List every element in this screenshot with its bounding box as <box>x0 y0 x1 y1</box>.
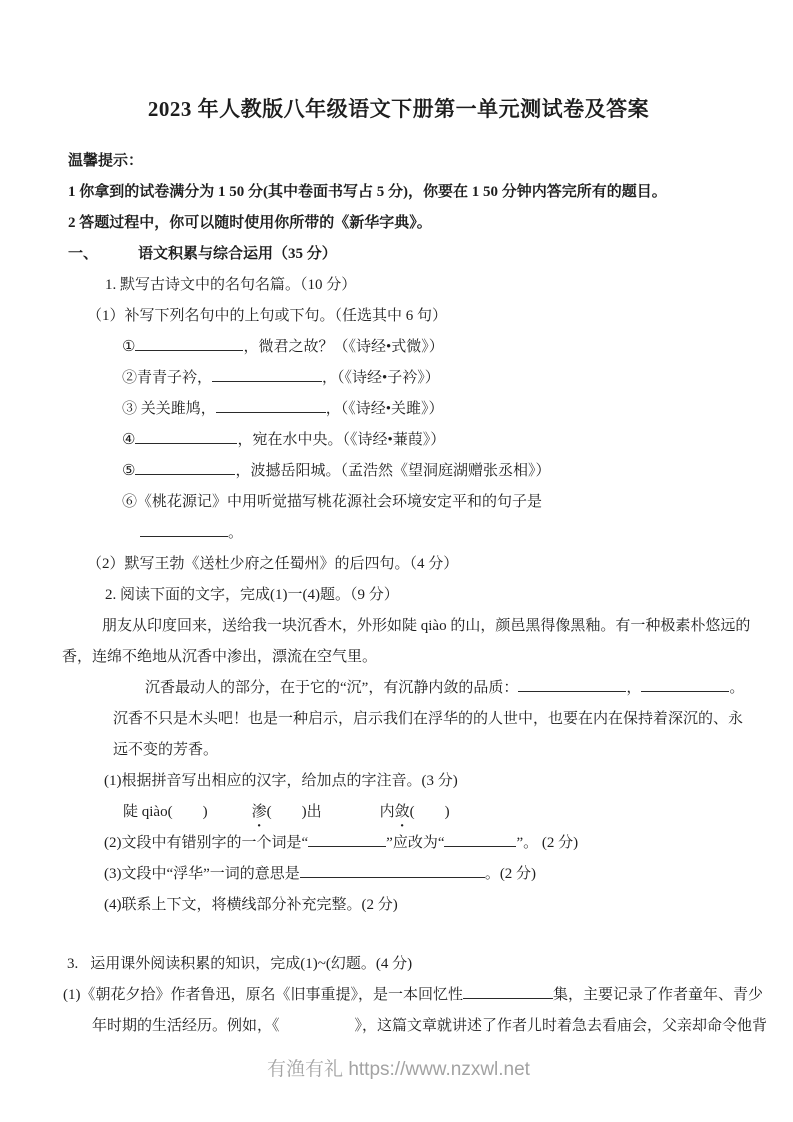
q1-item-1 <box>122 332 735 363</box>
q1-part1: （1）补写下列名句中的上句或下句。（任选其中 6 句） <box>87 308 448 324</box>
q1-item-5 <box>122 456 735 487</box>
answer-blank <box>135 335 243 351</box>
q1-part2: （2）默写王勃《送杜少府之任蜀州》的后四句。（4 分） <box>87 556 459 572</box>
passage-line-5: 远不变的芳香。 <box>113 742 219 758</box>
answer-blank <box>300 862 485 878</box>
q1-item-4-source: ，宛在水中央。（《诗经•蒹葭》） <box>237 432 446 448</box>
dotted-char-shen: 渗 <box>251 804 267 820</box>
q3-item-1-cont: 集，主要记录了作者童年、青少 <box>553 987 764 1003</box>
pinyin-word-dou-qiao: 陡 qiào( ) <box>123 804 208 820</box>
q2-sub2-mid: ”应改为“ <box>386 835 445 851</box>
q1-item-5-source: ，波撼岳阳城。（孟浩然《望洞庭湖赠张丞相》） <box>235 463 551 479</box>
q2-sub2-end: ”。 (2 分) <box>516 835 579 851</box>
q1-item-5-prefix: ⑤ <box>122 463 136 479</box>
notice-item-2: 2 答题过程中，你可以随时使用你所带的《新华字典》。 <box>68 215 432 231</box>
passage-line-3-text: 沉香最动人的部分，在于它的“沉”，有沉静内敛的品质： <box>145 680 519 696</box>
vertical-gap <box>62 921 735 949</box>
passage-line-2: 香，连绵不绝地从沉香中渗出，漂流在空气里。 <box>62 649 378 665</box>
q1-item-3-prefix: ③ 关关雎鸠， <box>122 401 216 417</box>
passage-line-1: 朋友从印度回来，送给我一块沉香木，外形如陡 qiào 的山，颜邑黑得像黑釉。有一种极素朴悠远的 <box>102 618 751 634</box>
q2-sub2 <box>104 828 735 859</box>
passage-line-4: 沉香不只是木头吧！也是一种启示，启示我们在浮华的的人世中，也要在内在保持着深沉的、永 <box>113 711 744 727</box>
footer-watermark: 有渔有礼 https://www.nzxwl.net <box>267 1059 530 1080</box>
section-1-heading <box>68 239 735 270</box>
q1-item-6: ⑥《桃花源记》中用听觉描写桃花源社会环境安定平和的句子是 <box>122 494 543 510</box>
section-1-title: 语文积累与综合运用（35 分） <box>138 246 337 262</box>
passage-line-3-period: 。 <box>729 680 745 696</box>
q1-item-2-prefix: ②青青子衿， <box>122 370 213 386</box>
dotted-char-lian: 敛 <box>394 804 410 820</box>
passage-line-3-comma: ， <box>626 680 642 696</box>
q2-sub3 <box>104 859 735 890</box>
q3-stem <box>67 949 735 980</box>
q2-sub1: (1)根据拼音写出相应的汉字，给加点的字注音。(3 分) <box>104 773 458 789</box>
answer-blank <box>135 459 235 475</box>
q3-item-1-line-1 <box>63 980 764 1011</box>
answer-blank <box>140 521 228 537</box>
q3-item-1-line-2: 年时期的生活经历。例如，《 》，这篇文章就讲述了作者儿时着急去看庙会，父亲却命令他背 <box>92 1018 768 1034</box>
q2-stem: 2. 阅读下面的文字，完成(1)一(4)题。（9 分） <box>105 587 399 603</box>
q1-stem: 1. 默写古诗文中的名句名篇。（10 分） <box>105 277 357 293</box>
q2-sub3-end: 。(2 分) <box>484 866 537 882</box>
doc-title: 2023 年人教版八年级语文下册第一单元测试卷及答案 <box>147 97 650 121</box>
pinyin-word-nei: 内 <box>379 804 395 820</box>
answer-blank <box>216 397 326 413</box>
section-1-number: 一、 <box>68 246 99 262</box>
pinyin-word-shen-chu: ( )出 <box>266 804 322 820</box>
q1-item-3 <box>122 394 735 425</box>
q3-item-1-text: (1)《朝花夕拾》作者鲁迅，原名《旧事重提》，是一本回忆性 <box>63 987 463 1003</box>
q2-sub2-text: (2)文段中有错别字的一个词是“ <box>104 835 309 851</box>
q3-number: 3. <box>67 956 79 972</box>
q1-item-4 <box>122 425 735 456</box>
q1-item-1-source: ，微君之故？（《诗经•式微》） <box>243 339 444 355</box>
q2-sub4: (4)联系上下文，将横线部分补充完整。(2 分) <box>104 897 398 913</box>
passage-line-3 <box>145 673 745 704</box>
q2-sub3-text: (3)文段中“浮华”一词的意思是 <box>104 866 300 882</box>
answer-blank <box>135 428 237 444</box>
answer-blank <box>444 831 516 847</box>
answer-blank <box>463 983 553 999</box>
pinyin-row <box>123 797 735 828</box>
q1-item-3-source: ，（《诗经•关雎》） <box>325 401 444 417</box>
q1-item-2-source: ，（《诗经•子衿》） <box>322 370 440 386</box>
q1-item-2 <box>122 363 735 394</box>
q1-item-1-prefix: ① <box>122 339 136 355</box>
q1-item-6-period: 。 <box>228 525 244 541</box>
q3-text: 运用课外阅读积累的知识，完成(1)~(幻题。(4 分) <box>90 956 413 972</box>
answer-blank <box>212 366 322 382</box>
q1-item-6-answer-line <box>140 518 735 549</box>
pinyin-word-lian-paren: ( ) <box>409 804 450 820</box>
answer-blank <box>308 831 386 847</box>
answer-blank <box>641 676 729 692</box>
notice-heading: 温馨提示： <box>68 153 144 169</box>
notice-item-1: 1 你拿到的试卷满分为 1 50 分(其中卷面书写占 5 分)，你要在 1 50 分钟内答完所有的题目。 <box>68 184 667 200</box>
answer-blank <box>518 676 626 692</box>
q1-item-4-prefix: ④ <box>122 432 136 448</box>
